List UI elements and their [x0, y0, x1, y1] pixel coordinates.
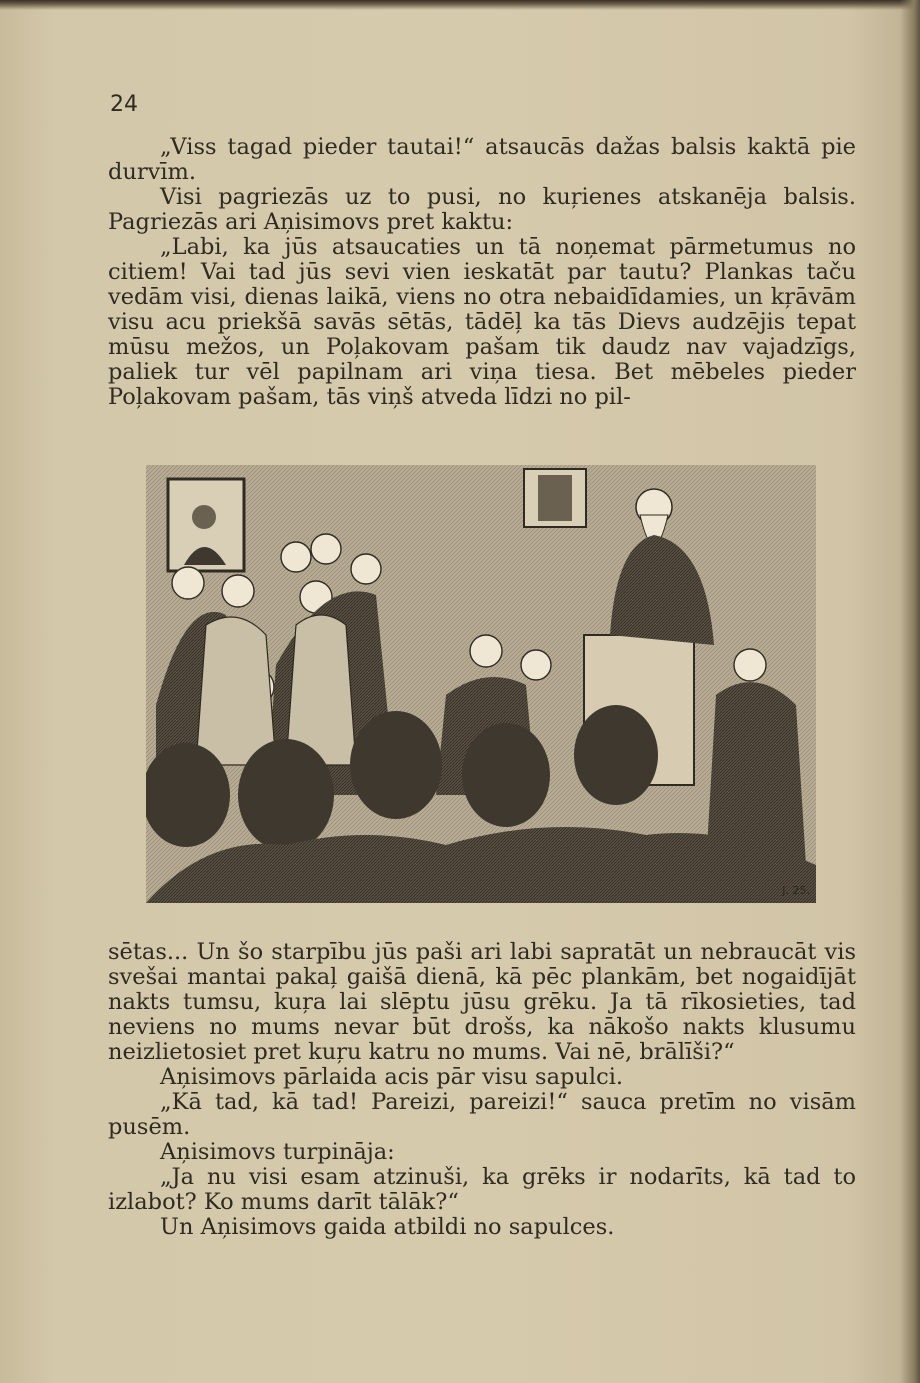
paragraph: „Viss tagad pieder tautai!“ atsaucās dažas balsis kaktā pie durvīm. [108, 134, 856, 185]
illustration-drawing [146, 465, 816, 903]
page-right-edge [900, 0, 920, 1383]
paragraph: „Labi, ka jūs atsaucaties un tā noņemat pārmetumus no citiem! Vai tad jūs sevi vien ieskatāt par tautu? Plankas taču vedām visi, dienas laikā, viens no otra nebaidīdamies, un kŗāvām visu acu priekšā savās sētās, tādēļ ka tās Dievs audzējis tepat mūsu mežos, un Poļakovam pašam tik daudz nav vajadzīgs, paliek tur vēl papilnam ari viņa tiesa. Bet mēbeles pieder Poļakovam pašam, tās viņš atveda līdzi no pil- [108, 234, 856, 410]
page-number: 24 [110, 92, 138, 117]
paragraph: Un Aņisimovs gaida atbildi no sapulces. [160, 1214, 615, 1240]
text-block-before-illustration [108, 135, 856, 410]
page-top-shadow [0, 0, 920, 10]
paragraph: sētas... Un šo starpību jūs paši ari labi sapratāt un nebraucāt vis svešai mantai pakaļ gaišā dienā, kā pēc plankām, bet nogaidījāt nakts tumsu, kuŗa lai slēptu jūsu grēku. Ja tā rīkosieties, tad neviens no mums nevar būt drošs, ka nākošo nakts klusumu neizlietosiet pret kuŗu katru no mums. Vai nē, brālīši?“ [108, 939, 856, 1065]
illustration-signature: J. 25. [782, 884, 810, 897]
paragraph: „Kā tad, kā tad! Pareizi, pareizi!“ sauca pretīm no visām pusēm. [108, 1089, 856, 1140]
meeting-illustration [146, 465, 816, 903]
paragraph: „Ja nu visi esam atzinuši, ka grēks ir nodarīts, kā tad to izlabot? Ko mums darīt tālāk?“ [108, 1164, 856, 1215]
paragraph: Aņisimovs pārlaida acis pār visu sapulci. [160, 1064, 624, 1090]
paragraph: Aņisimovs turpināja: [160, 1139, 395, 1165]
paragraph: Visi pagriezās uz to pusi, no kuŗienes atskanēja balsis. Pagriezās ari Aņisimovs pret kaktu: [108, 184, 856, 235]
text-block-after-illustration [108, 940, 856, 1240]
